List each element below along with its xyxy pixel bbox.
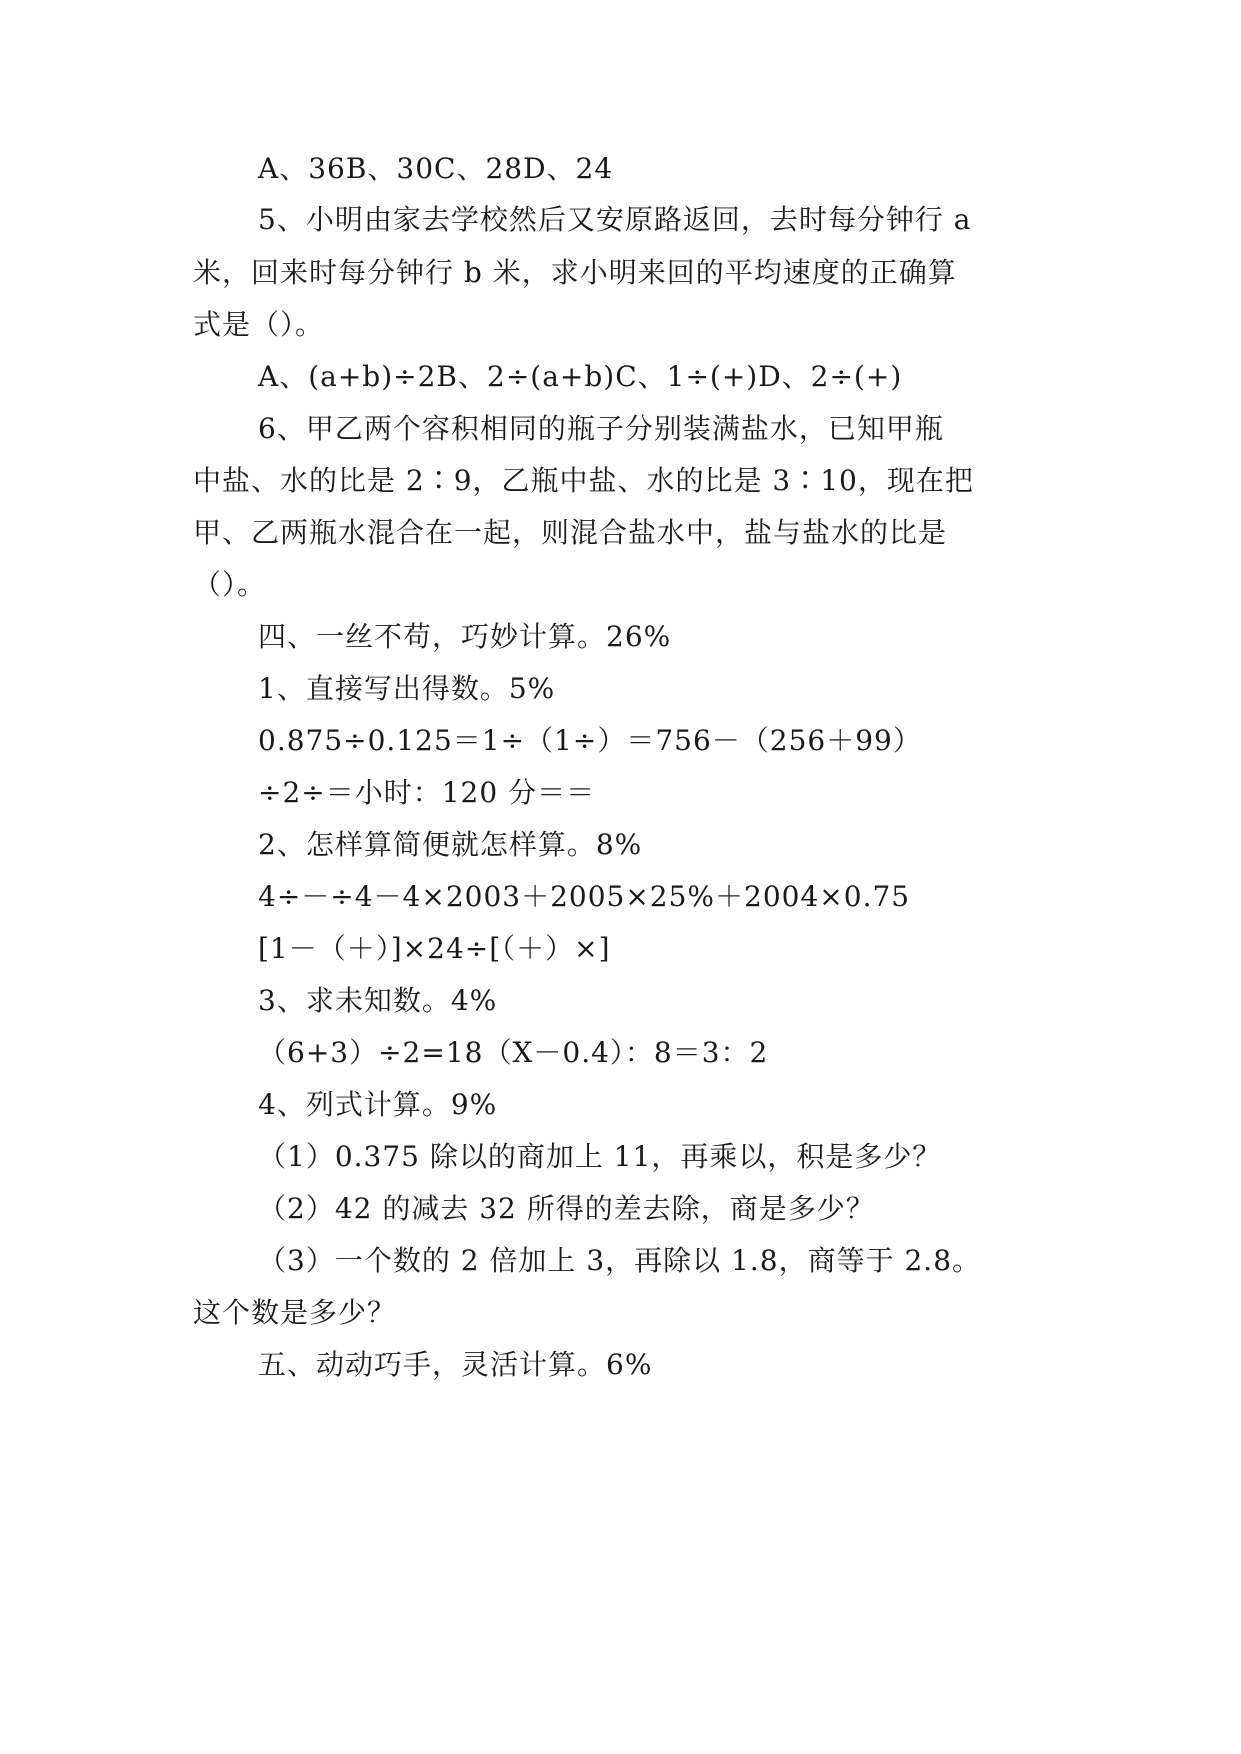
formula-line-3: 4÷－÷4－4×2003＋2005×25%＋2004×0.75 xyxy=(258,880,911,913)
subheading-2: 2、怎样算简便就怎样算。8% xyxy=(258,828,643,861)
line-q6-part4: （）。 xyxy=(193,568,267,601)
formula-line-4: [1－（＋）]×24÷[（＋）×] xyxy=(258,932,611,965)
subheading-4: 4、列式计算。9% xyxy=(258,1088,498,1121)
line-q6-part1: 6、甲乙两个容积相同的瓶子分别装满盐水，已知甲瓶 xyxy=(258,412,944,445)
word-problem-1: （1）0.375 除以的商加上 11，再乘以，积是多少？ xyxy=(258,1140,942,1173)
section-heading-5: 五、动动巧手，灵活计算。6% xyxy=(258,1348,653,1381)
word-problem-3-cont: 这个数是多少？ xyxy=(193,1296,397,1329)
word-problem-2: （2）42 的减去 32 所得的差去除，商是多少？ xyxy=(258,1192,875,1225)
formula-line-5: （6+3）÷2=18（X－0.4）：8＝3：2 xyxy=(258,1036,769,1069)
line-options-q5: A、(a+b)÷2B、2÷(a+b)C、1÷(+)D、2÷(+) xyxy=(258,360,903,393)
line-q5-part2: 米，回来时每分钟行 b 米，求小明来回的平均速度的正确算 xyxy=(193,256,957,289)
line-q6-part2: 中盐、水的比是 2∶9，乙瓶中盐、水的比是 3∶10，现在把 xyxy=(193,464,974,497)
subheading-3: 3、求未知数。4% xyxy=(258,984,498,1017)
formula-line-2: ÷2÷＝小时：120 分＝＝ xyxy=(258,776,596,809)
subheading-1: 1、直接写出得数。5% xyxy=(258,672,556,705)
line-options-q4: A、36B、30C、28D、24 xyxy=(258,152,614,185)
line-q5-part3: 式是（）。 xyxy=(193,308,325,341)
word-problem-3: （3）一个数的 2 倍加上 3，再除以 1.8，商等于 2.8。 xyxy=(258,1244,982,1277)
line-q5-part1: 5、小明由家去学校然后又安原路返回，去时每分钟行 a xyxy=(258,203,972,236)
section-heading-4: 四、一丝不苟，巧妙计算。26% xyxy=(258,620,672,653)
line-q6-part3: 甲、乙两瓶水混合在一起，则混合盐水中，盐与盐水的比是 xyxy=(193,516,948,549)
formula-line-1: 0.875÷0.125＝1÷（1÷）＝756－（256＋99） xyxy=(258,724,922,757)
